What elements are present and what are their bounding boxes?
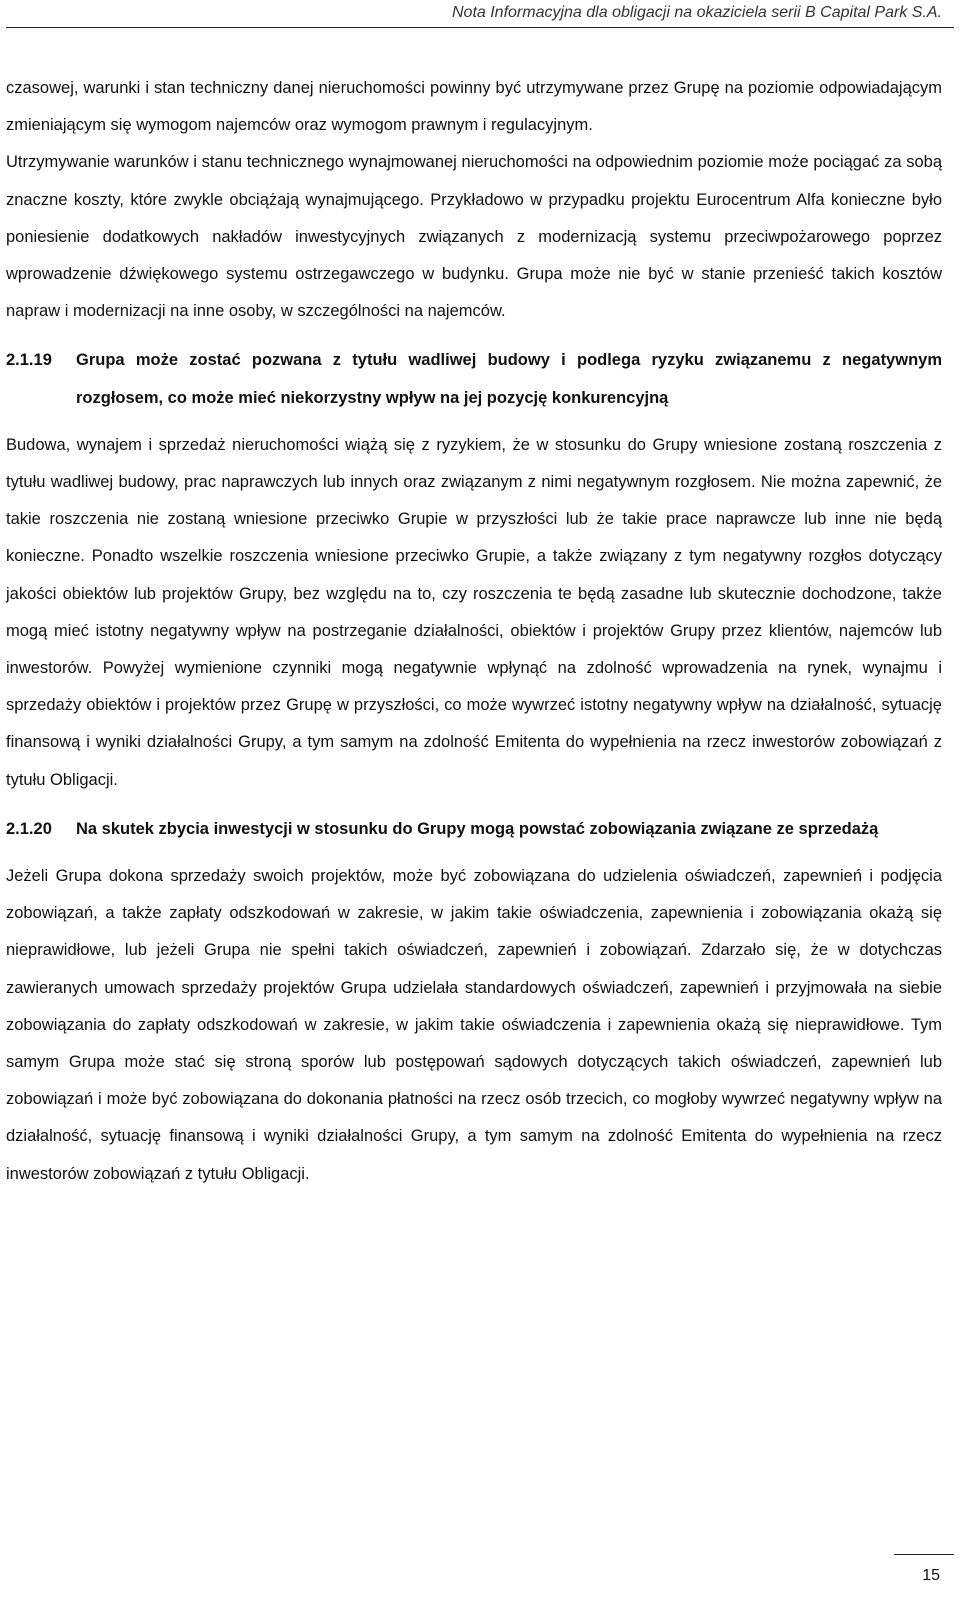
page-content (6, 70, 942, 1193)
section-number: 2.1.20 (6, 819, 52, 838)
running-header: Nota Informacyjna dla obligacji na okaziciela serii B Capital Park S.A. (451, 4, 942, 21)
footer-divider (894, 1554, 954, 1555)
section-number: 2.1.19 (6, 351, 52, 370)
section-body-2-1-20: Jeżeli Grupa dokona sprzedaży swoich projektów, może być zobowiązana do udzielenia oświadczeń, zapewnień i podjęcia zobowiązań, a także zapłaty odszkodowań w zakresie, w jakim takie oświadczenia, zapewnienia i zobowiązania okażą się nieprawidłowe, lub jeżeli Grupa nie spełni takich oświadczeń, zapewnień i zobowiązań. Zdarzało się, że w dotychczas zawieranych umowach sprzedaży projektów Grupa udzielała standardowych oświadczeń, zapewnień i przyjmowała na siebie zobowiązania do zapłaty odszkodowań w zakresie, w jakim takie oświadczenia i zapewnienia okażą się nieprawidłowe. Tym samym Grupa może stać się stroną sporów lub postępowań sądowych dotyczących takich oświadczeń, zapewnień lub zobowiązań i może być zobowiązana do dokonania płatności na rzecz osób trzecich, co mogłoby wywrzeć negatywny wpływ na działalność, sytuację finansową i wyniki działalności Grupy, a tym samym na zdolność Emitenta do wypełnienia na rzecz inwestorów zobowiązań z tytułu Obligacji. (6, 867, 942, 1183)
section-title: Grupa może zostać pozwana z tytułu wadliwej budowy i podlega ryzyku związanemu z negatywnym rozgłosem, co może mieć niekorzystny wpływ na jej pozycję konkurencyjną (76, 351, 942, 407)
page-number: 15 (922, 1567, 940, 1584)
section-body-2-1-19: Budowa, wynajem i sprzedaż nieruchomości wiążą się z ryzykiem, że w stosunku do Grupy wniesione zostaną roszczenia z tytułu wadliwej budowy, prac naprawczych lub innych oraz związanym z nimi negatywnym rozgłosem. Nie można zapewnić, że takie roszczenia nie zostaną wniesione przeciwko Grupie w przyszłości lub że takie prace naprawcze lub inne nie będą konieczne. Ponadto wszelkie roszczenia wniesione przeciwko Grupie, a także związany z tym negatywny rozgłos dotyczący jakości obiektów lub projektów Grupy, bez względu na to, czy roszczenia te będą zasadne lub skutecznie dochodzone, także mogą mieć istotny negatywny wpływ na postrzeganie działalności, obiektów i projektów Grupy przez klientów, najemców lub inwestorów. Powyżej wymienione czynniki mogą negatywnie wpłynąć na zdolność wprowadzenia na rynek, wynajmu i sprzedaży obiektów i projektów przez Grupę w przyszłości, co może wywrzeć istotny negatywny wpływ na działalność, sytuację finansową i wyniki działalności Grupy, a tym samym na zdolność Emitenta do wypełnienia na rzecz inwestorów zobowiązań z tytułu Obligacji. (6, 435, 942, 789)
section-heading-2-1-20 (6, 811, 942, 848)
section-heading-2-1-19 (6, 342, 942, 416)
paragraph-maintenance-costs: Utrzymywanie warunków i stanu technicznego wynajmowanej nieruchomości na odpowiednim poziomie może pociągać za sobą znaczne koszty, które zwykle obciążają wynajmującego. Przykładowo w przypadku projektu Eurocentrum Alfa konieczne było poniesienie dodatkowych nakładów inwestycyjnych związanych z modernizacją systemu przeciwpożarowego poprzez wprowadzenie dźwiękowego systemu ostrzegawczego w budynku. Grupa może nie być w stanie przenieść takich kosztów napraw i modernizacji na inne osoby, w szczególności na najemców. (6, 153, 942, 321)
section-title: Na skutek zbycia inwestycji w stosunku do Grupy mogą powstać zobowiązania związane ze sprzedażą (76, 819, 879, 838)
paragraph-continuation: czasowej, warunki i stan techniczny danej nieruchomości powinny być utrzymywane przez Grupę na poziomie odpowiadającym zmieniającym się wymogom najemców oraz wymogom prawnym i regulacyjnym. (6, 79, 942, 135)
header-divider (6, 27, 954, 28)
